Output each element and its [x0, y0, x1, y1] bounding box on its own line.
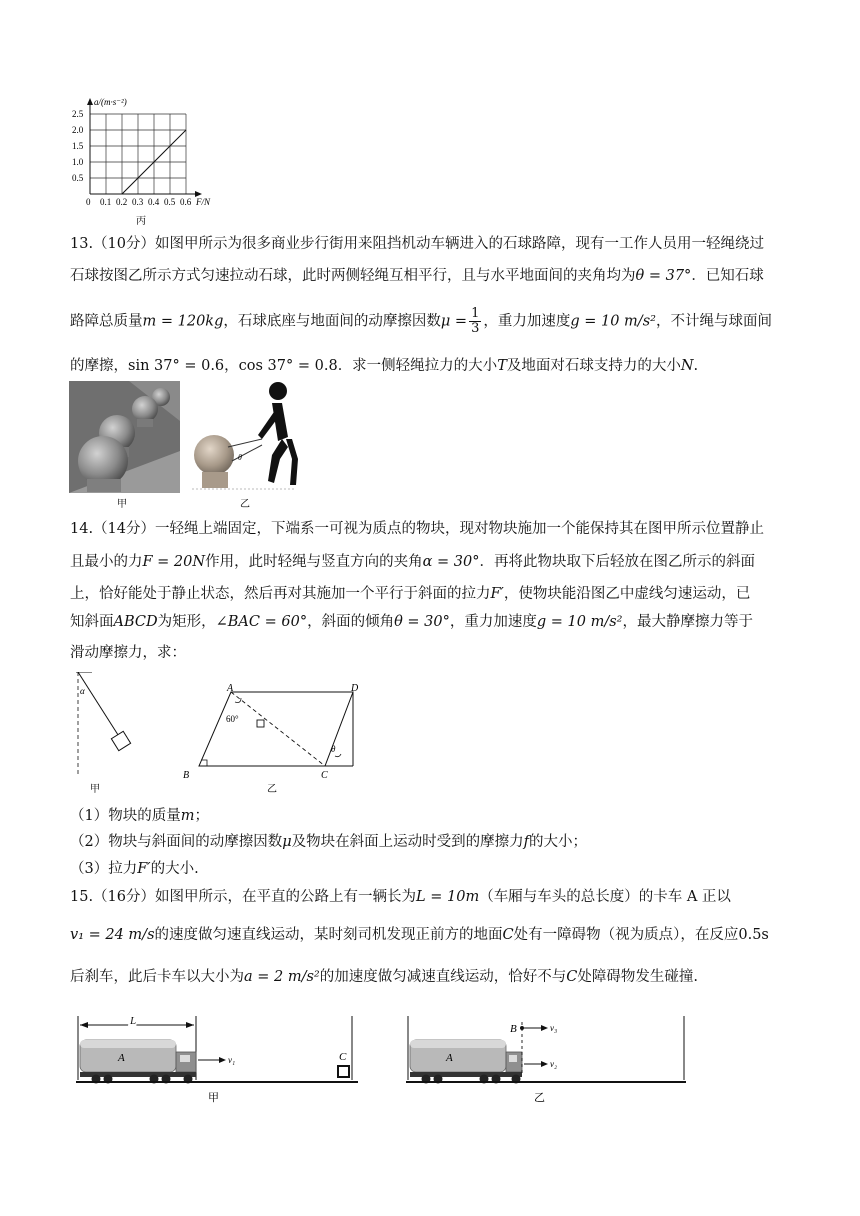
q15-text: 的加速度做匀减速直线运动，恰好不与: [319, 969, 567, 985]
point-B: [520, 1026, 524, 1030]
q14-text: 作用，此时轻绳与竖直方向的夹角: [205, 554, 423, 570]
velocity-v1-label: v₁: [228, 1055, 236, 1065]
theta-label: θ: [238, 453, 242, 462]
q14-text: ，斜面的倾角: [307, 614, 395, 630]
figure-caption-yi: 乙: [534, 1092, 545, 1104]
y-axis-arrow: [87, 98, 93, 105]
x-tick-label: 0.1: [100, 197, 112, 207]
q14-text: ．再将此物块取下后轻放在图乙所示的斜面: [479, 554, 755, 570]
q13-line-1: [70, 234, 792, 254]
q14-line-5: [70, 643, 792, 663]
truck-figure-yi: [394, 1010, 690, 1106]
q14-line-3: [70, 584, 792, 604]
y-tick-label: 1.0: [72, 157, 84, 167]
q13-math: T: [497, 358, 507, 374]
q13-line-4: [70, 356, 792, 376]
q14-math: m: [180, 808, 195, 824]
q13-math: N: [680, 358, 694, 374]
velocity-v2-label: v₂: [550, 1059, 558, 1069]
stone-ball-photo: [69, 381, 180, 511]
q14-text: （3）拉力: [70, 861, 138, 877]
q13-text: ．求一侧轻绳拉力的大小: [337, 358, 498, 374]
x-tick-label: 0.5: [164, 197, 176, 207]
q13-math: μ =: [440, 313, 468, 330]
q15-text: 的速度做匀速直线运动，某时刻司机发现正前方的地面: [154, 927, 503, 943]
q14-math: g = 10 m/s²: [536, 614, 623, 630]
q14-math: f: [523, 834, 530, 850]
y-axis-label: a/(m·s⁻²): [94, 97, 127, 107]
y-tick-label: 2.5: [72, 109, 84, 119]
q15-math: v₁ = 24 m/s: [70, 927, 155, 943]
velocity-v3-label: v₃: [550, 1023, 558, 1033]
x-axis-label: F/N: [196, 197, 211, 207]
q15-text: 处障碍物发生碰撞.: [577, 969, 698, 985]
q14-text: （1）物块的质量: [70, 808, 181, 824]
vertex-B: B: [183, 770, 190, 781]
q14-text: ；: [194, 808, 209, 824]
x-tick-label: 0.2: [116, 197, 128, 207]
q14-sub-1: [70, 806, 792, 826]
fraction-one-third: [469, 307, 481, 336]
q15-math: 0.5s: [738, 927, 769, 943]
q14-math: μ: [282, 834, 292, 850]
q13-text: ，: [224, 358, 239, 374]
q15-line-1: [70, 887, 792, 907]
q14-text: 的大小；: [529, 834, 588, 850]
q13-math: θ = 37°: [635, 268, 692, 284]
q13-text: 的摩擦，: [70, 358, 128, 374]
graph-grid: [90, 114, 186, 194]
q14-line-2: [70, 552, 792, 572]
y-tick-label: 2.0: [72, 125, 84, 135]
x-tick-label: 0.6: [180, 197, 192, 207]
y-tick-label: 1.5: [72, 141, 84, 151]
q14-math: ∠BAC = 60°: [215, 614, 308, 630]
q14-sub-2: [70, 832, 792, 852]
q13-text: 及地面对石球支持力的大小: [506, 358, 681, 374]
figure-caption-jia: 甲: [208, 1092, 219, 1104]
q14-math: F = 20N: [142, 554, 206, 570]
q13-line-3: [70, 307, 792, 336]
q15-text: 后刹车，此后卡车以大小为: [70, 969, 244, 985]
q14-sub-3: [70, 859, 792, 879]
block: [257, 720, 264, 727]
q13-math: sin 37° = 0.6: [128, 358, 225, 374]
figure-bing-graph: [66, 94, 226, 236]
q14-text: 上，恰好能处于静止状态，然后再对其施加一个平行于斜面的拉力: [70, 586, 491, 602]
q14-text: （2）物块与斜面间的动摩擦因数: [70, 834, 283, 850]
figure-caption-yi: 乙: [240, 499, 250, 510]
q14-text: 为矩形，: [157, 614, 216, 630]
q14-math: α = 30°: [422, 554, 480, 570]
q14-text: ，最大静摩擦力等于: [622, 614, 753, 630]
x-tick-label: 0.4: [148, 197, 160, 207]
truck-A-label: A: [446, 1052, 453, 1064]
q13-math: m = 120kg: [142, 313, 224, 330]
q14-math: F′: [137, 861, 151, 877]
hanging-block-figure: [70, 672, 150, 798]
photo-caption-jia: 甲: [117, 499, 127, 510]
q14-text: 及物块在斜面上运动时受到的摩擦力: [291, 834, 524, 850]
length-L-label: L: [130, 1015, 137, 1027]
q15-math: L = 10m: [416, 889, 480, 905]
figure-caption-jia: 甲: [90, 784, 100, 795]
q15-math: C: [502, 927, 514, 943]
y-tick-label: 0.5: [72, 173, 84, 183]
obstacle-C-label: C: [339, 1051, 347, 1063]
vertex-C: C: [321, 770, 328, 781]
q13-text: 石球按图乙所示方式匀速拉动石球，此时两侧轻绳互相平行，且与水平地面间的夹角均为: [70, 268, 636, 284]
angle-60-label: 60°: [226, 714, 239, 724]
q14-math: θ = 30°: [394, 614, 450, 630]
q13-text: ．已知石球: [691, 268, 764, 284]
q15-text: （车厢与车头的总长度）的卡车 A 正以: [479, 889, 731, 905]
q13-text: 路障总质量: [70, 313, 143, 330]
q13-text: ，石球底座与地面间的动摩擦因数: [223, 313, 441, 330]
fraction-denominator: 3: [471, 321, 480, 336]
x-tick-label: 0.3: [132, 197, 144, 207]
q14-text: ，使物块能沿图乙中虚线匀速运动，已: [503, 586, 751, 602]
q14-text: 且最小的力: [70, 554, 143, 570]
theta-label: θ: [331, 744, 336, 754]
vertex-A: A: [227, 684, 234, 694]
pulling-ball-figure: [192, 381, 304, 511]
q14-math: ABCD: [113, 614, 158, 630]
q14-text: 知斜面: [70, 614, 114, 630]
q15-math: a = 2 m/s²: [244, 969, 320, 985]
q15-line-3: [70, 967, 792, 987]
figure-caption-yi: 乙: [267, 784, 277, 795]
q13-text: 13.（10分）如图甲所示为很多商业步行街用来阻挡机动车辆进入的石球路障，现有一工作人员用一轻绳绕过: [70, 236, 765, 252]
figure-caption: 丙: [136, 216, 146, 227]
q14-text: 的大小.: [150, 861, 199, 877]
q14-text: 滑动摩擦力，求：: [70, 645, 186, 661]
q13-text: ，重力加速度: [483, 313, 571, 330]
q15-text: 处有一障碍物（视为质点），在反应: [513, 927, 739, 943]
point-B-label: B: [510, 1023, 517, 1035]
x-tick-label: 0: [86, 197, 91, 207]
q13-math: g = 10 m/s²: [570, 313, 656, 330]
q15-line-2: [70, 925, 792, 945]
fraction-numerator: 1: [471, 306, 480, 321]
q14-math: F′: [490, 586, 504, 602]
vertex-D: D: [351, 684, 359, 694]
truck-figure-jia: [68, 1010, 368, 1106]
q15-text: 15.（16分）如图甲所示，在平直的公路上有一辆长为: [70, 889, 417, 905]
q13-text: .: [693, 358, 699, 374]
incline-figure: [175, 684, 375, 798]
q14-line-4: [70, 612, 792, 632]
q13-text: ，不计绳与球面间: [655, 313, 772, 330]
alpha-label: α: [80, 686, 85, 696]
q14-line-1: [70, 519, 792, 539]
q14-text: 14.（14分）一轻绳上端固定，下端系一可视为质点的物块，现对物块施加一个能保持其在图甲所示位置静止: [70, 521, 765, 537]
q13-math: cos 37° = 0.8: [238, 358, 338, 374]
truck-A-label: A: [118, 1052, 125, 1064]
q15-math: C: [566, 969, 578, 985]
q14-text: ，重力加速度: [449, 614, 537, 630]
q13-line-2: [70, 266, 792, 286]
